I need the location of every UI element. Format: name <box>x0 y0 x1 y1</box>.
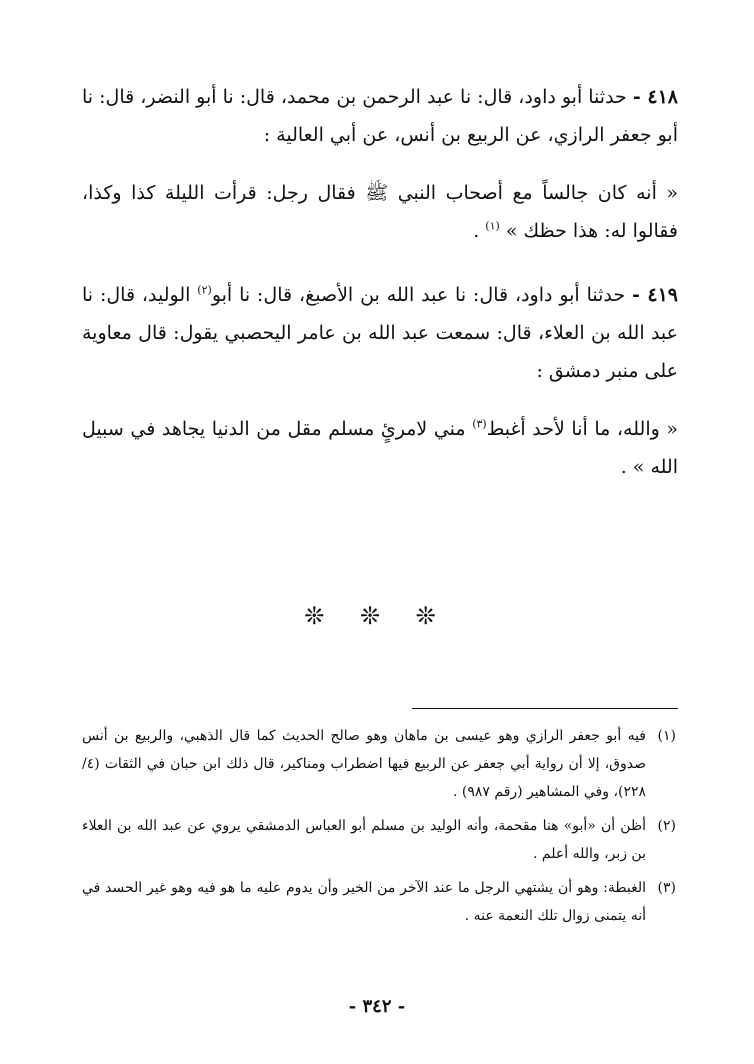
footnote-ref-2: (٢) <box>197 283 212 297</box>
section-separator: ❊ ❊ ❊ <box>304 602 450 630</box>
footnote-3-text: الغبطة: وهو أن يشتهي الرجل ما عند الآخر من الخير وأن يدوم عليه ما هو فيه وهو غير الحسد في أنه يتمنى زوال تلك النعمة عنه . <box>82 880 646 924</box>
footnote-rule <box>412 708 678 709</box>
footnote-1-text: فيه أبو جعفر الرازي وهو عيسى بن ماهان وهو صالح الحديث كما قال الذهبي، والربيع بن أنس صدوق، إلا أن رواية أبي جعفر عن الربيع فيها اضطراب ومناكير، قال ذلك ابن حبان في الثقات (٤/ ٢٢٨)، وفي المشاهير (رقم ٩٨٧) . <box>82 728 646 800</box>
hadith-419-quote-b: مني لامرئٍ مسلم مقل من الدنيا يجاهد في سبيل الله » . <box>82 418 678 478</box>
hadith-419 <box>82 276 678 390</box>
footnote-3 <box>82 874 676 930</box>
hadith-418-text: حدثنا أبو داود، قال: نا عبد الرحمن بن محمد، قال: نا أبو النضر، قال: نا أبو جعفر الرازي، عن الربيع بن أنس، عن أبي العالية : <box>82 86 678 146</box>
footnote-1-number: (١) <box>657 728 676 744</box>
page-number: - ٣٤٢ - <box>348 996 406 1017</box>
footnote-2-text: أظن أن «أبو» هنا مقحمة، وأنه الوليد بن مسلم أبو العباس الدمشقي يروي عن عبد الله بن العلاء بن زبر، والله أعلم . <box>82 818 646 862</box>
hadith-419-number: ٤١٩ - <box>632 284 678 306</box>
hadith-418 <box>82 78 678 154</box>
hadith-418-number: ٤١٨ - <box>632 86 678 108</box>
hadith-419-quote-a: « والله، ما أنا لأحد أغبط <box>486 418 678 440</box>
main-text <box>82 78 678 512</box>
hadith-419-text-b: الوليد، قال: نا عبد الله بن العلاء، قال: سمعت عبد الله بن عامر اليحصبي يقول: قال معاوية على منبر دمشق : <box>82 284 678 382</box>
hadith-419-quote <box>82 410 678 486</box>
footnotes <box>82 722 676 936</box>
footnote-1 <box>82 722 676 806</box>
hadith-418-end: . <box>473 220 486 242</box>
footnote-2-number: (٢) <box>657 818 676 834</box>
hadith-418-quote-text: « أنه كان جالساً مع أصحاب النبي ﷺ فقال رجل: قرأت الليلة كذا وكذا، فقالوا له: هذا حظك » <box>82 182 678 242</box>
footnote-3-number: (٣) <box>657 880 676 896</box>
footnote-ref-1: (١) <box>485 219 500 233</box>
hadith-419-text-a: حدثنا أبو داود، قال: نا عبد الله بن الأصبغ، قال: نا أبو <box>211 284 626 306</box>
footnote-2 <box>82 812 676 868</box>
footnote-ref-3: (٣) <box>472 417 487 431</box>
hadith-418-quote <box>82 174 678 250</box>
